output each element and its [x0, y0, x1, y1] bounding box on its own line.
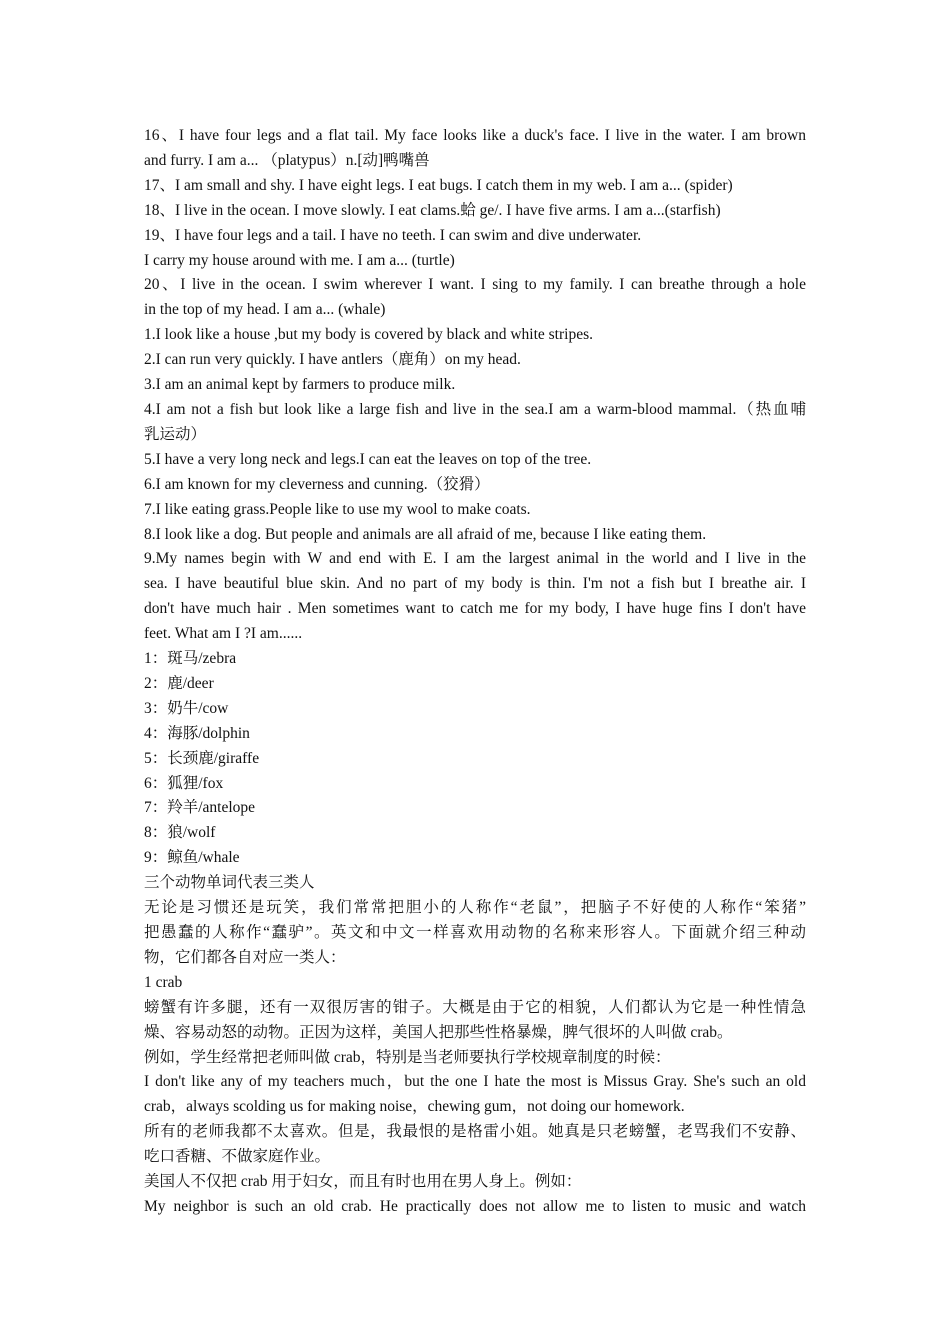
text-line: 螃蟹有许多腿，还有一双很厉害的钳子。大概是由于它的相貌，人们都认为它是一种性情急 [144, 998, 806, 1016]
text-line: 18、I live in the ocean. I move slowly. I eat clams.蛤 ge/. I have five arms. I am a...(starfish) [144, 201, 721, 219]
text-line: 美国人不仅把 crab 用于妇女，而且有时也用在男人身上。例如： [144, 1173, 582, 1191]
text-line: 1 crab [144, 973, 183, 991]
text-line: feet. What am I ?I am...... [144, 625, 303, 643]
text-line: 三个动物单词代表三类人 [144, 874, 315, 892]
text-line: 6：狐狸/fox [144, 774, 224, 792]
text-line: 1.I look like a house ,but my body is covered by black and white stripes. [144, 326, 593, 344]
text-line: 3.I am an animal kept by farmers to produce milk. [144, 376, 456, 394]
text-line: 2：鹿/deer [144, 674, 214, 692]
text-line: 无论是习惯还是玩笑，我们常常把胆小的人称作“老鼠”，把脑子不好使的人称作“笨猪” [144, 899, 806, 917]
text-line: 例如，学生经常把老师叫做 crab，特别是当老师要执行学校规章制度的时候： [144, 1048, 671, 1066]
text-line: 吃口香糖、不做家庭作业。 [144, 1148, 331, 1166]
text-line: 6.I am known for my cleverness and cunning.（狡猾） [144, 475, 490, 493]
text-line: My neighbor is such an old crab. He practically does not allow me to listen to music and watch [144, 1197, 806, 1215]
text-line: 16、I have four legs and a flat tail. My face looks like a duck's face. I live in the water. I am brown [144, 127, 806, 144]
text-line: I carry my house around with me. I am a... (turtle) [144, 251, 455, 269]
text-line: 9：鲸鱼/whale [144, 849, 240, 867]
text-line: 4.I am not a fish but look like a large fish and live in the sea.I am a warm-blood mammal.（热血哺 [144, 400, 806, 418]
text-line: 8：狼/wolf [144, 824, 216, 842]
text-line: 7：羚羊/antelope [144, 799, 256, 817]
text-line: 5.I have a very long neck and legs.I can eat the leaves on top of the tree. [144, 450, 592, 468]
text-line: 3：奶牛/cow [144, 699, 229, 717]
text-line: 17、I am small and shy. I have eight legs. I eat bugs. I catch them in my web. I am a... (spider) [144, 176, 733, 194]
text-line: in the top of my head. I am a... (whale) [144, 301, 386, 319]
text-line: 所有的老师我都不太喜欢。但是，我最恨的是格雷小姐。她真是只老螃蟹，老骂我们不安静、 [144, 1123, 806, 1141]
text-line: 2.I can run very quickly. I have antlers（鹿角）on my head. [144, 351, 521, 369]
text-line: 20、I live in the ocean. I swim wherever I want. I sing to my family. I can breathe through a hole [144, 276, 806, 294]
text-line: 物，它们都各自对应一类人： [144, 948, 346, 966]
text-line: 19、I have four legs and a tail. I have no teeth. I can swim and dive underwater. [144, 226, 642, 244]
document-page [144, 124, 806, 1220]
text-line: I don't like any of my teachers much，but the one I hate the most is Missus Gray. She's such an old [144, 1073, 806, 1091]
text-line: 1：斑马/zebra [144, 650, 237, 668]
text-line: 7.I like eating grass.People like to use my wool to make coats. [144, 500, 531, 518]
text-line: 4：海豚/dolphin [144, 724, 250, 742]
text-line: 8.I look like a dog. But people and animals are all afraid of me, because I like eating them. [144, 525, 707, 543]
text-line: 把愚蠢的人称作“蠢驴”。英文和中文一样喜欢用动物的名称来形容人。下面就介绍三种动 [144, 924, 806, 941]
text-line: don't have much hair . Men sometimes want to catch me for my body, I have huge fins I don't have [144, 600, 806, 618]
text-line: and furry. I am a... （platypus）n.[动]鸭嘴兽 [144, 151, 430, 169]
text-line: crab，always scolding us for making noise，chewing gum，not doing our homework. [144, 1098, 685, 1116]
text-line: 乳运动） [144, 425, 207, 443]
text-line: 5：长颈鹿/giraffe [144, 749, 260, 767]
text-line: 燥、容易动怒的动物。正因为这样，美国人把那些性格暴燥，脾气很坏的人叫做 crab。 [144, 1023, 733, 1041]
text-line: sea. I have beautiful blue skin. And no part of my body is thin. I'm not a fish but I breathe air. I [144, 575, 806, 593]
text-line: 9.My names begin with W and end with E. I am the largest animal in the world and I live in the [144, 550, 806, 568]
